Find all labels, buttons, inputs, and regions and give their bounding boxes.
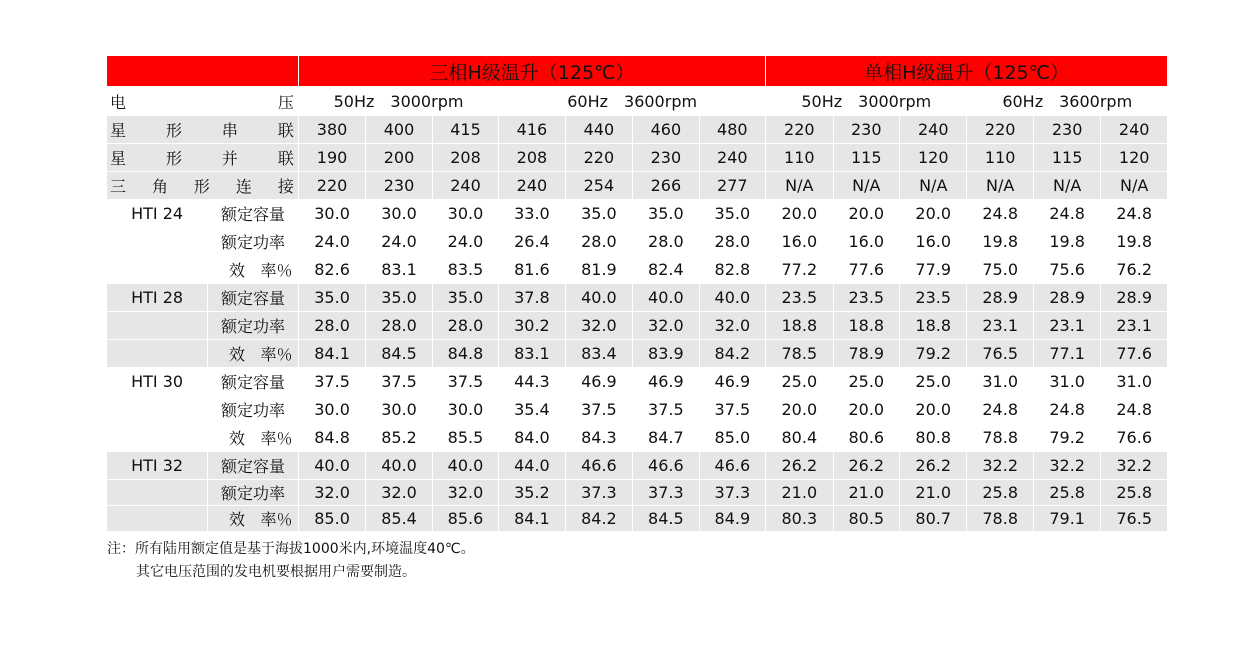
table-cell: 46.9 [699, 368, 766, 396]
table-cell: 83.1 [366, 256, 432, 284]
table-cell: 84.5 [366, 340, 432, 368]
table-cell: 78.8 [967, 506, 1033, 532]
table-cell: 20.0 [766, 200, 833, 228]
table-cell: 44.0 [499, 452, 565, 480]
voltage-value: 220 [565, 144, 632, 172]
table-cell: 21.0 [766, 480, 833, 506]
spaced-label [107, 174, 298, 197]
voltage-group [766, 87, 967, 116]
table-cell: 26.4 [499, 228, 565, 256]
table-cell: 30.0 [366, 396, 432, 424]
table-row [107, 424, 1168, 452]
table-cell: 16.0 [833, 228, 899, 256]
table-cell: 32.0 [633, 312, 699, 340]
voltage-row [107, 87, 1168, 116]
table-cell: 18.8 [833, 312, 899, 340]
voltage-value: 220 [967, 116, 1033, 144]
voltage-value: 254 [565, 172, 632, 200]
table-cell: 85.0 [298, 506, 365, 532]
parameter-label: 额定功率 [208, 396, 299, 424]
table-cell: 24.8 [1101, 200, 1168, 228]
connection-label [107, 144, 298, 172]
table-cell: 84.8 [432, 340, 498, 368]
voltage-value: 240 [900, 116, 967, 144]
parameter-label: 额定容量 [208, 200, 299, 228]
table-cell: 35.0 [432, 284, 498, 312]
voltage-group [499, 87, 766, 116]
table-cell: 85.0 [699, 424, 766, 452]
efficiency-label-b: 率％ [260, 345, 293, 364]
table-cell: 35.0 [699, 200, 766, 228]
footnote-line-1: 注：所有陆用额定值是基于海拔1000米内,环境温度40℃。 [107, 541, 475, 557]
single-phase-header: 单相H级温升（125℃） [766, 56, 1168, 87]
table-cell: 80.7 [900, 506, 967, 532]
table-cell: 23.5 [900, 284, 967, 312]
table-cell: 28.0 [565, 228, 632, 256]
voltage-value: 230 [833, 116, 899, 144]
voltage-value: 240 [1101, 116, 1168, 144]
table-cell: 20.0 [833, 200, 899, 228]
voltage-value: 115 [833, 144, 899, 172]
table-cell: 25.0 [900, 368, 967, 396]
table-cell: 46.6 [565, 452, 632, 480]
rpm: 3000rpm [858, 91, 932, 111]
table-cell: 37.3 [565, 480, 632, 506]
table-cell: 78.9 [833, 340, 899, 368]
table-cell: 24.8 [1033, 200, 1100, 228]
table-cell: 20.0 [900, 396, 967, 424]
voltage-value: 240 [699, 144, 766, 172]
table-cell: 24.0 [366, 228, 432, 256]
table-cell: 32.0 [432, 480, 498, 506]
model-name [107, 506, 208, 532]
table-row [107, 200, 1168, 228]
table-cell: 30.0 [432, 200, 498, 228]
parameter-label [208, 340, 299, 368]
table-cell: 46.6 [633, 452, 699, 480]
voltage-value: 240 [432, 172, 498, 200]
spec-table-wrapper [107, 56, 1168, 532]
voltage-value: 190 [298, 144, 365, 172]
connection-label [107, 172, 298, 200]
table-cell: 46.6 [699, 452, 766, 480]
voltage-value: 230 [1033, 116, 1100, 144]
table-row [107, 256, 1168, 284]
table-cell: 26.2 [833, 452, 899, 480]
voltage-value: 415 [432, 116, 498, 144]
table-row [107, 368, 1168, 396]
table-cell: 82.8 [699, 256, 766, 284]
table-cell: 20.0 [833, 396, 899, 424]
voltage-value: 380 [298, 116, 365, 144]
voltage-value: 230 [366, 172, 432, 200]
rpm: 3000rpm [390, 91, 464, 111]
table-cell: 40.0 [432, 452, 498, 480]
table-row [107, 312, 1168, 340]
table-cell: 30.0 [366, 200, 432, 228]
table-cell: 30.0 [298, 200, 365, 228]
table-cell: 37.5 [699, 396, 766, 424]
table-cell: 19.8 [967, 228, 1033, 256]
table-cell: 84.1 [499, 506, 565, 532]
efficiency-label-a: 效 [228, 429, 245, 448]
table-cell: 84.7 [633, 424, 699, 452]
voltage-value: 460 [633, 116, 699, 144]
table-cell: 19.8 [1101, 228, 1168, 256]
table-cell: 40.0 [633, 284, 699, 312]
table-cell: 28.0 [633, 228, 699, 256]
table-cell: 35.0 [633, 200, 699, 228]
table-cell: 18.8 [900, 312, 967, 340]
table-cell: 31.0 [967, 368, 1033, 396]
rpm: 3600rpm [1059, 91, 1133, 111]
table-cell: 37.3 [699, 480, 766, 506]
table-row [107, 506, 1168, 532]
table-cell: 83.4 [565, 340, 632, 368]
connection-label [107, 116, 298, 144]
three-phase-header: 三相H级温升（125℃） [298, 56, 765, 87]
model-name: HTI 30 [107, 368, 208, 396]
table-cell: 30.0 [432, 396, 498, 424]
table-cell: 37.5 [432, 368, 498, 396]
voltage-value: 230 [633, 144, 699, 172]
table-cell: 35.0 [298, 284, 365, 312]
table-cell: 77.6 [833, 256, 899, 284]
spaced-label [107, 146, 298, 169]
table-cell: 23.1 [967, 312, 1033, 340]
table-row [107, 452, 1168, 480]
parameter-label: 额定功率 [208, 480, 299, 506]
table-cell: 77.6 [1101, 340, 1168, 368]
table-cell: 25.0 [833, 368, 899, 396]
model-name: HTI 32 [107, 452, 208, 480]
table-cell: 20.0 [900, 200, 967, 228]
table-cell: 75.6 [1033, 256, 1100, 284]
efficiency-label-a: 效 [228, 510, 245, 529]
table-cell: 16.0 [900, 228, 967, 256]
table-cell: 79.2 [1033, 424, 1100, 452]
table-cell: 24.0 [298, 228, 365, 256]
table-cell: 25.0 [766, 368, 833, 396]
table-cell: 26.2 [766, 452, 833, 480]
parameter-label: 额定容量 [208, 452, 299, 480]
connection-row [107, 172, 1168, 200]
voltage-value: 400 [366, 116, 432, 144]
label-char: 形 [193, 177, 210, 196]
table-row [107, 396, 1168, 424]
parameter-label: 额定容量 [208, 368, 299, 396]
frequency: 60Hz [567, 91, 609, 111]
table-cell: 21.0 [900, 480, 967, 506]
efficiency-label-b: 率％ [260, 510, 293, 529]
voltage-value: N/A [1033, 172, 1100, 200]
table-cell: 84.2 [699, 340, 766, 368]
model-name [107, 396, 208, 424]
table-cell: 37.3 [633, 480, 699, 506]
table-cell: 80.8 [900, 424, 967, 452]
table-cell: 35.0 [565, 200, 632, 228]
model-name [107, 228, 208, 256]
table-cell: 83.9 [633, 340, 699, 368]
model-name: HTI 24 [107, 200, 208, 228]
table-cell: 32.2 [1101, 452, 1168, 480]
table-cell: 84.1 [298, 340, 365, 368]
model-name [107, 256, 208, 284]
voltage-group-inner [766, 92, 966, 111]
table-cell: 32.2 [967, 452, 1033, 480]
table-cell: 28.0 [699, 228, 766, 256]
table-cell: 40.0 [366, 452, 432, 480]
label-char: 联 [277, 149, 294, 168]
table-cell: 28.9 [1101, 284, 1168, 312]
efficiency-label-a: 效 [228, 345, 245, 364]
voltage-value: 220 [298, 172, 365, 200]
table-cell: 75.0 [967, 256, 1033, 284]
model-name [107, 340, 208, 368]
parameter-label: 额定功率 [208, 312, 299, 340]
label-char: 连 [235, 177, 252, 196]
parameter-label [208, 256, 299, 284]
spaced-label [107, 90, 298, 113]
table-cell: 82.4 [633, 256, 699, 284]
table-cell: 23.1 [1101, 312, 1168, 340]
table-cell: 33.0 [499, 200, 565, 228]
table-cell: 32.2 [1033, 452, 1100, 480]
table-cell: 37.8 [499, 284, 565, 312]
parameter-label: 额定容量 [208, 284, 299, 312]
table-cell: 77.2 [766, 256, 833, 284]
table-cell: 78.8 [967, 424, 1033, 452]
table-cell: 35.0 [366, 284, 432, 312]
table-cell: 85.4 [366, 506, 432, 532]
label-char: 形 [165, 121, 182, 140]
table-cell: 19.8 [1033, 228, 1100, 256]
efficiency-label-b: 率％ [260, 429, 293, 448]
table-cell: 77.9 [900, 256, 967, 284]
table-cell: 18.8 [766, 312, 833, 340]
voltage-value: 110 [967, 144, 1033, 172]
voltage-value: 416 [499, 116, 565, 144]
model-name [107, 312, 208, 340]
label-char: 电 [110, 92, 127, 112]
table-cell: 28.0 [298, 312, 365, 340]
label-char: 角 [151, 177, 168, 196]
model-name [107, 424, 208, 452]
efficiency-label-a: 效 [228, 261, 245, 280]
table-cell: 28.9 [1033, 284, 1100, 312]
table-cell: 77.1 [1033, 340, 1100, 368]
table-row [107, 284, 1168, 312]
table-cell: 79.2 [900, 340, 967, 368]
table-cell: 83.5 [432, 256, 498, 284]
table-cell: 24.8 [1033, 396, 1100, 424]
frequency: 50Hz [333, 91, 375, 111]
table-cell: 25.8 [967, 480, 1033, 506]
table-cell: 84.9 [699, 506, 766, 532]
table-cell: 37.5 [366, 368, 432, 396]
table-cell: 82.6 [298, 256, 365, 284]
voltage-group-inner [499, 92, 765, 111]
label-char: 接 [277, 177, 294, 196]
frequency: 60Hz [1002, 91, 1044, 111]
table-cell: 81.6 [499, 256, 565, 284]
table-cell: 37.5 [633, 396, 699, 424]
frequency: 50Hz [801, 91, 843, 111]
label-char: 并 [221, 149, 238, 168]
footnote-line-2: 其它电压范围的发电机要根据用户需要制造。 [136, 564, 416, 580]
table-cell: 24.8 [967, 396, 1033, 424]
label-char: 星 [110, 121, 127, 140]
table-cell: 23.5 [833, 284, 899, 312]
table-cell: 24.8 [967, 200, 1033, 228]
model-name [107, 480, 208, 506]
voltage-value: 110 [766, 144, 833, 172]
table-cell: 76.5 [1101, 506, 1168, 532]
voltage-value: 200 [366, 144, 432, 172]
voltage-value: N/A [766, 172, 833, 200]
connection-row [107, 116, 1168, 144]
parameter-label: 额定功率 [208, 228, 299, 256]
voltage-value: N/A [967, 172, 1033, 200]
rpm: 3600rpm [624, 91, 698, 111]
voltage-label [107, 87, 298, 116]
voltage-value: 240 [499, 172, 565, 200]
table-cell: 32.0 [298, 480, 365, 506]
table-cell: 78.5 [766, 340, 833, 368]
table-cell: 32.0 [366, 480, 432, 506]
label-char: 压 [277, 92, 294, 112]
parameter-label [208, 506, 299, 532]
table-cell: 76.2 [1101, 256, 1168, 284]
efficiency-label-b: 率％ [260, 261, 293, 280]
table-cell: 28.9 [967, 284, 1033, 312]
table-cell: 28.0 [432, 312, 498, 340]
table-cell: 76.5 [967, 340, 1033, 368]
table-cell: 85.5 [432, 424, 498, 452]
spaced-label [107, 118, 298, 141]
voltage-value: 115 [1033, 144, 1100, 172]
table-cell: 25.8 [1101, 480, 1168, 506]
voltage-group [298, 87, 498, 116]
table-cell: 40.0 [298, 452, 365, 480]
footnotes [107, 538, 475, 584]
table-cell: 84.5 [633, 506, 699, 532]
table-cell: 84.0 [499, 424, 565, 452]
connection-row [107, 144, 1168, 172]
table-cell: 76.6 [1101, 424, 1168, 452]
table-cell: 84.3 [565, 424, 632, 452]
table-cell: 30.0 [298, 396, 365, 424]
voltage-value: 480 [699, 116, 766, 144]
table-cell: 46.9 [565, 368, 632, 396]
label-char: 星 [110, 149, 127, 168]
table-cell: 30.2 [499, 312, 565, 340]
label-char: 串 [221, 121, 238, 140]
table-cell: 26.2 [900, 452, 967, 480]
table-row [107, 480, 1168, 506]
table-cell: 25.8 [1033, 480, 1100, 506]
table-cell: 21.0 [833, 480, 899, 506]
table-cell: 85.2 [366, 424, 432, 452]
generator-spec-table [107, 56, 1168, 532]
voltage-group [967, 87, 1168, 116]
table-cell: 80.5 [833, 506, 899, 532]
table-cell: 84.2 [565, 506, 632, 532]
label-char: 联 [277, 121, 294, 140]
table-cell: 44.3 [499, 368, 565, 396]
voltage-value: 277 [699, 172, 766, 200]
table-cell: 24.0 [432, 228, 498, 256]
table-cell: 23.1 [1033, 312, 1100, 340]
table-row [107, 340, 1168, 368]
voltage-value: 120 [1101, 144, 1168, 172]
parameter-label [208, 424, 299, 452]
voltage-value: N/A [1101, 172, 1168, 200]
voltage-value: N/A [900, 172, 967, 200]
voltage-group-inner [967, 92, 1167, 111]
table-cell: 31.0 [1101, 368, 1168, 396]
voltage-group-inner [299, 92, 498, 111]
table-cell: 79.1 [1033, 506, 1100, 532]
table-cell: 31.0 [1033, 368, 1100, 396]
table-cell: 20.0 [766, 396, 833, 424]
header-blank [107, 56, 298, 87]
label-char: 形 [165, 149, 182, 168]
voltage-value: 120 [900, 144, 967, 172]
table-cell: 40.0 [699, 284, 766, 312]
table-cell: 84.8 [298, 424, 365, 452]
voltage-value: 266 [633, 172, 699, 200]
table-cell: 80.6 [833, 424, 899, 452]
table-cell: 81.9 [565, 256, 632, 284]
table-cell: 37.5 [298, 368, 365, 396]
table-cell: 35.4 [499, 396, 565, 424]
voltage-value: 208 [432, 144, 498, 172]
voltage-value: N/A [833, 172, 899, 200]
label-char: 三 [110, 177, 127, 196]
table-cell: 83.1 [499, 340, 565, 368]
table-cell: 35.2 [499, 480, 565, 506]
table-cell: 37.5 [565, 396, 632, 424]
voltage-value: 440 [565, 116, 632, 144]
model-name: HTI 28 [107, 284, 208, 312]
table-row [107, 228, 1168, 256]
table-cell: 28.0 [366, 312, 432, 340]
voltage-value: 220 [766, 116, 833, 144]
table-cell: 40.0 [565, 284, 632, 312]
table-cell: 80.4 [766, 424, 833, 452]
table-cell: 32.0 [699, 312, 766, 340]
table-cell: 46.9 [633, 368, 699, 396]
header-row [107, 56, 1168, 87]
table-cell: 32.0 [565, 312, 632, 340]
table-cell: 16.0 [766, 228, 833, 256]
voltage-value: 208 [499, 144, 565, 172]
table-cell: 85.6 [432, 506, 498, 532]
table-cell: 80.3 [766, 506, 833, 532]
table-cell: 23.5 [766, 284, 833, 312]
table-cell: 24.8 [1101, 396, 1168, 424]
